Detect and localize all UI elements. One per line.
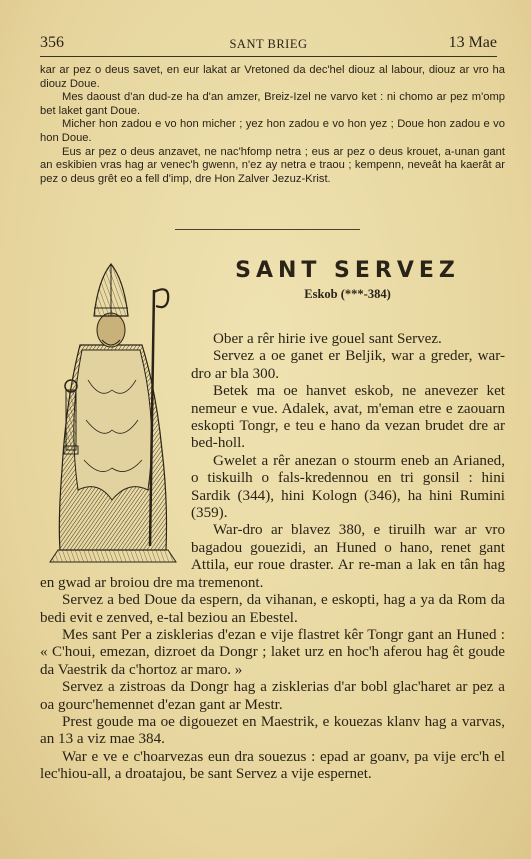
body-paragraph: Servez a zistroas da Dongr hag a zisklerias d'ar bobl glac'haret ar pez a oa gourc'hemennet d'ezan gant ar Mestr. (40, 679, 505, 713)
body-paragraph: Servez a oe ganet er Beljik, war a greder, war-dro ar bla 300. (191, 348, 505, 382)
running-title: SANT BRIEG (229, 37, 308, 51)
prev-paragraph: Mes daoust d'an dud-ze ha d'an amzer, Breiz-Izel ne varvo ket : ni chomo ar pez m'omp bet laket gant Doue. (40, 91, 505, 117)
section-divider (175, 229, 360, 230)
body-paragraph: Betek ma oe hanvet eskob, ne anevezer ket nemeur e vue. Adalek, avat, m'eman etre e zaouarn eskopti Tongr, e teu e hano da vezan brudet dre ar bed-holl. (191, 383, 505, 452)
body-paragraph: War-dro ar blavez 380, e tiruilh war ar vro bagadou gouezidi, an Huned o hano, renet gant Attila, eur roue draster. Ar re-man a lak en tân hag en gwad ar broiou dre ma tremenont. (40, 522, 505, 591)
body-paragraph: Mes sant Per a zisklerias d'ezan e vije flastret kêr Tongr gant an Huned : « C'houi, emezan, dizroet da Dongr ; laket urz en hoc'h aferou hag êt goude da Vaestrik da c'hortoz ar maro. » (40, 626, 505, 678)
section-title: SANT SERVEZ (235, 258, 460, 283)
previous-section-text (40, 64, 505, 186)
section-subtitle: Eskob (***-384) (304, 287, 391, 301)
section-body (40, 331, 505, 784)
body-paragraph: Prest goude ma oe digouezet en Maestrik, e kouezas klanv hag a varvas, an 13 a viz mae 384. (40, 713, 505, 748)
body-paragraph: Ober a rêr hirie ive gouel sant Servez. (213, 331, 442, 347)
date-label: 13 Mae (448, 34, 497, 51)
prev-paragraph: kar ar pez o deus savet, en eur lakat ar Vretoned da dec'hel diouz al labour, diouz ar vro ha diouz Doue. (40, 64, 505, 90)
body-paragraph: War e ve e c'hoarvezas eun dra souezus : epad ar goanv, pa vije erc'h el lec'hiou-all, a droatajou, be sant Servez a vije espernet. (40, 748, 505, 783)
illustration-space (40, 331, 191, 567)
body-paragraph: Gwelet a rêr anezan o stourm eneb an Arianed, o tiskuilh o fals-kredennou en tri gonsil : hini Sardik (344), hini Kologn (346), ha hini Rumini (359). (191, 452, 505, 522)
page-number: 356 (40, 34, 64, 51)
page-header (40, 34, 497, 57)
prev-paragraph: Eus ar pez o deus anzavet, ne nac'hfomp netra ; eus ar pez o deus krouet, a-unan gant an eskibien vras hag ar venec'h gwenn, n'ez ay netra e traou ; kempenn, neveât ha kaerât ar pez o deus grêt eo a fell d'imp, dre Hon Zalver Jezuz-Krist. (40, 145, 505, 185)
prev-paragraph: Micher hon zadou e vo hon micher ; yez hon zadou e vo hon yez ; Doue hon zadou e vo hon Doue. (40, 118, 505, 144)
body-paragraph: Servez a bed Doue da espern, da vihanan, e eskopti, hag a ya da Rom da bedi evit e zenved, e-tal beziou an Ebestel. (40, 592, 505, 626)
